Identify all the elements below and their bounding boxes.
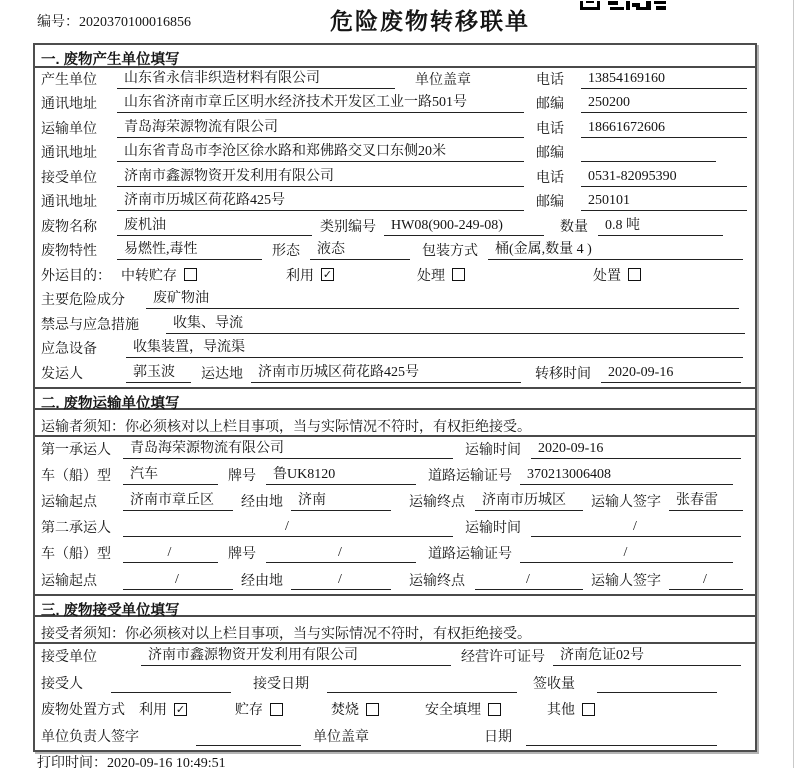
origin2-value: / [123,571,233,590]
sign2-value: / [669,571,743,590]
end1-value: 济南市历城区 [475,492,583,511]
transport-time-label: 运输时间 [465,442,521,458]
receiver-row [35,166,755,191]
measures-label: 禁忌与应急措施 [41,317,139,333]
carrier1-label: 第一承运人 [41,442,111,458]
via1-value: 济南 [291,492,391,511]
option-label: 处理 [417,268,445,284]
postcode-label: 邮编 [536,146,564,161]
quantity-value: 0.8 吨 [598,217,723,236]
license-label: 经营许可证号 [461,650,545,666]
waste-characteristics-row [35,240,755,265]
plate-label: 牌号 [228,468,256,484]
section1-header: 一. 废物产生单位填写 [35,45,755,68]
emergency-measures-row [35,313,755,338]
transporter-phone-value: 18661672606 [581,119,747,138]
carrier2-row [35,515,755,541]
hazard-value: 废矿物油 [146,290,739,309]
transport-time2-value: / [531,518,741,537]
producer-address-row [35,93,755,118]
form-value: 液态 [310,241,410,260]
vehicle1-value: 汽车 [123,466,218,485]
endpoint-label: 运输终点 [409,573,465,589]
packaging-label: 包装方式 [422,244,478,259]
checkbox[interactable] [488,703,501,716]
receive-date-label: 接受日期 [253,676,309,692]
destination-label: 运达地 [201,366,243,382]
phone-group [536,167,747,187]
transporter-value: 青岛海荣源物流有限公司 [117,119,524,138]
receiver-phone-value: 0531-82095390 [581,168,747,187]
via-label: 经由地 [241,495,283,511]
transporter-address-row [35,142,755,167]
date-label: 日期 [484,729,512,745]
address-label: 通讯地址 [41,195,97,210]
option-label: 贮存 [235,703,263,719]
page-edge-line [793,0,794,768]
hazard-label: 主要危险成分 [41,293,125,308]
receiver-notice: 接受者须知：你必须核对以上栏目事项，当与实际情况不符时，有权拒绝接受。 [35,617,755,644]
address-label: 通讯地址 [41,97,97,112]
road-permit-label: 道路运输证号 [428,547,512,563]
sign1-value: 张春雷 [669,492,743,511]
checkbox[interactable]: ✓ [322,268,333,281]
checkbox[interactable] [452,268,465,281]
receive-unit-value: 济南市鑫源物资开发利用有限公司 [141,647,451,666]
receiver-postcode-value: 250101 [581,192,747,211]
road-permit-label: 道路运输证号 [428,468,512,484]
receive-unit-row [35,644,755,671]
plate1-value: 鲁UK8120 [266,466,416,485]
checkbox[interactable] [184,268,197,281]
characteristics-label: 废物特性 [41,244,97,259]
disposal-row [35,697,755,724]
responsible-sign-row [35,723,755,750]
transporter-row [35,117,755,142]
date-value [526,728,717,746]
waste-name-row [35,215,755,240]
vehicle2-value: / [123,544,218,563]
phone-label: 电话 [536,121,564,137]
responsible-sign-label: 单位负责人签字 [41,729,139,745]
producer-address-value: 山东省济南市章丘区明水经济技术开发区工业一路501号 [117,94,524,113]
via-label: 经由地 [241,573,283,589]
destination-value: 济南市历城区荷花路425号 [251,364,521,383]
vehicle-label: 车（船）型 [41,468,111,484]
address-label: 通讯地址 [41,146,97,161]
emergency-equipment-row [35,338,755,363]
form-label: 形态 [272,244,300,259]
serial-line [37,11,191,31]
route2-row [35,567,755,593]
origin-label: 运输起点 [41,495,97,511]
option-label: 中转贮存 [121,268,177,284]
disposal-option [331,699,379,719]
transporter-postcode-value [581,144,716,162]
producer-row [35,68,755,93]
transfer-time-label: 转移时间 [535,366,591,382]
disposal-option [425,699,501,719]
origin1-value: 济南市章丘区 [123,492,233,511]
measures-value: 收集、导流 [166,315,745,334]
vehicle-label: 车（船）型 [41,547,111,563]
road-permit2-value: / [520,544,733,563]
producer-value: 山东省永信非织造材料有限公司 [117,70,395,89]
vehicle2-row [35,541,755,567]
checkbox[interactable] [628,268,641,281]
print-time-value: 2020-09-16 10:49:51 [107,756,226,768]
purpose-option [121,265,197,285]
phone-group [536,118,747,138]
postcode-group [536,142,747,162]
disposal-option [547,699,595,719]
unit-seal-label: 单位盖章 [313,729,369,745]
carrier-sign-label: 运输人签字 [591,495,661,511]
receiver-address-row [35,191,755,216]
road-permit1-value: 370213006408 [520,466,733,485]
category-value: HW08(900-249-08) [384,217,544,236]
purpose-option [593,265,641,285]
serial-number: 2020370100016856 [79,15,191,30]
option-label: 利用 [139,703,167,719]
origin-label: 运输起点 [41,573,97,589]
plate-label: 牌号 [228,547,256,563]
end2-value: / [475,571,583,590]
print-time-line [37,752,226,768]
purpose-label: 外运目的： [41,268,111,284]
received-qty-value [597,675,717,693]
document-title: 危险废物转移联单 [330,8,530,34]
postcode-group [536,191,747,211]
phone-label: 电话 [536,170,564,186]
section2-header: 二. 废物运输单位填写 [35,387,755,410]
license-value: 济南危证02号 [553,647,741,666]
producer-label: 产生单位 [41,72,97,88]
section3-header: 三. 废物接受单位填写 [35,594,755,617]
transport-time1-value: 2020-09-16 [531,440,741,459]
option-label: 焚烧 [331,703,359,719]
purpose-option [286,265,334,285]
carrier1-value: 青岛海荣源物流有限公司 [123,440,453,459]
phone-group [536,69,747,89]
plate2-value: / [266,544,416,563]
characteristics-value: 易燃性,毒性 [117,241,262,260]
carrier2-label: 第二承运人 [41,521,111,537]
carrier2-value: / [123,518,453,537]
checkbox[interactable] [582,703,595,716]
option-label: 安全填埋 [425,703,481,719]
receive-unit-label: 接受单位 [41,650,97,666]
carrier1-row [35,437,755,463]
receiver-person-row [35,670,755,697]
option-label: 处置 [593,268,621,284]
endpoint-label: 运输终点 [409,495,465,511]
serial-label: 编号： [37,15,79,30]
option-label: 其他 [547,703,575,719]
receiver-address-value: 济南市历城区荷花路425号 [117,192,524,211]
hazard-component-row [35,289,755,314]
transport-time-label: 运输时间 [465,521,521,537]
receiver-value: 济南市鑫源物资开发利用有限公司 [117,168,524,187]
checkbox[interactable] [270,703,283,716]
transporter-notice: 运输者须知：你必须核对以上栏目事项，当与实际情况不符时，有权拒绝接受。 [35,410,755,437]
vehicle1-row [35,463,755,489]
receiver-person-label: 接受人 [41,676,83,692]
unit-seal-label: 单位盖章 [415,72,471,88]
phone-label: 电话 [536,72,564,88]
manifest-table [33,43,757,752]
receiver-label: 接受单位 [41,170,97,186]
transfer-time-value: 2020-09-16 [601,364,741,383]
carrier-sign-label: 运输人签字 [591,573,661,589]
packaging-value: 桶(金属,数量 4 ) [488,241,743,260]
disposal-label: 废物处置方式 [41,703,125,719]
receiver-person-value [111,675,231,693]
print-time-label: 打印时间： [37,756,107,768]
shipper-value: 郭玉波 [126,364,191,383]
purpose-row [35,264,755,289]
waste-name-value: 废机油 [117,217,312,236]
postcode-label: 邮编 [536,195,564,210]
checkbox[interactable] [366,703,379,716]
producer-phone-value: 13854169160 [581,70,747,89]
purpose-option [417,265,465,285]
via2-value: / [291,571,391,590]
shipper-label: 发运人 [41,366,83,382]
waste-name-label: 废物名称 [41,219,97,235]
producer-postcode-value: 250200 [581,94,747,113]
received-qty-label: 签收量 [533,676,575,692]
postcode-label: 邮编 [536,97,564,112]
quantity-label: 数量 [560,219,588,235]
category-label: 类别编号 [320,219,376,235]
disposal-option [235,699,283,719]
option-label: 利用 [286,268,314,284]
route1-row [35,489,755,515]
postcode-group [536,93,747,113]
transporter-address-value: 山东省青岛市李沧区徐水路和郑佛路交叉口东侧20米 [117,143,524,162]
qr-code-icon [580,0,668,16]
shipper-row [35,362,755,387]
transporter-label: 运输单位 [41,121,97,137]
equipment-label: 应急设备 [41,342,97,357]
checkbox[interactable]: ✓ [175,702,186,716]
receive-date-value [327,675,517,693]
disposal-option [139,699,187,719]
equipment-value: 收集装置，导流渠 [126,339,743,358]
responsible-sign-value [196,728,301,746]
